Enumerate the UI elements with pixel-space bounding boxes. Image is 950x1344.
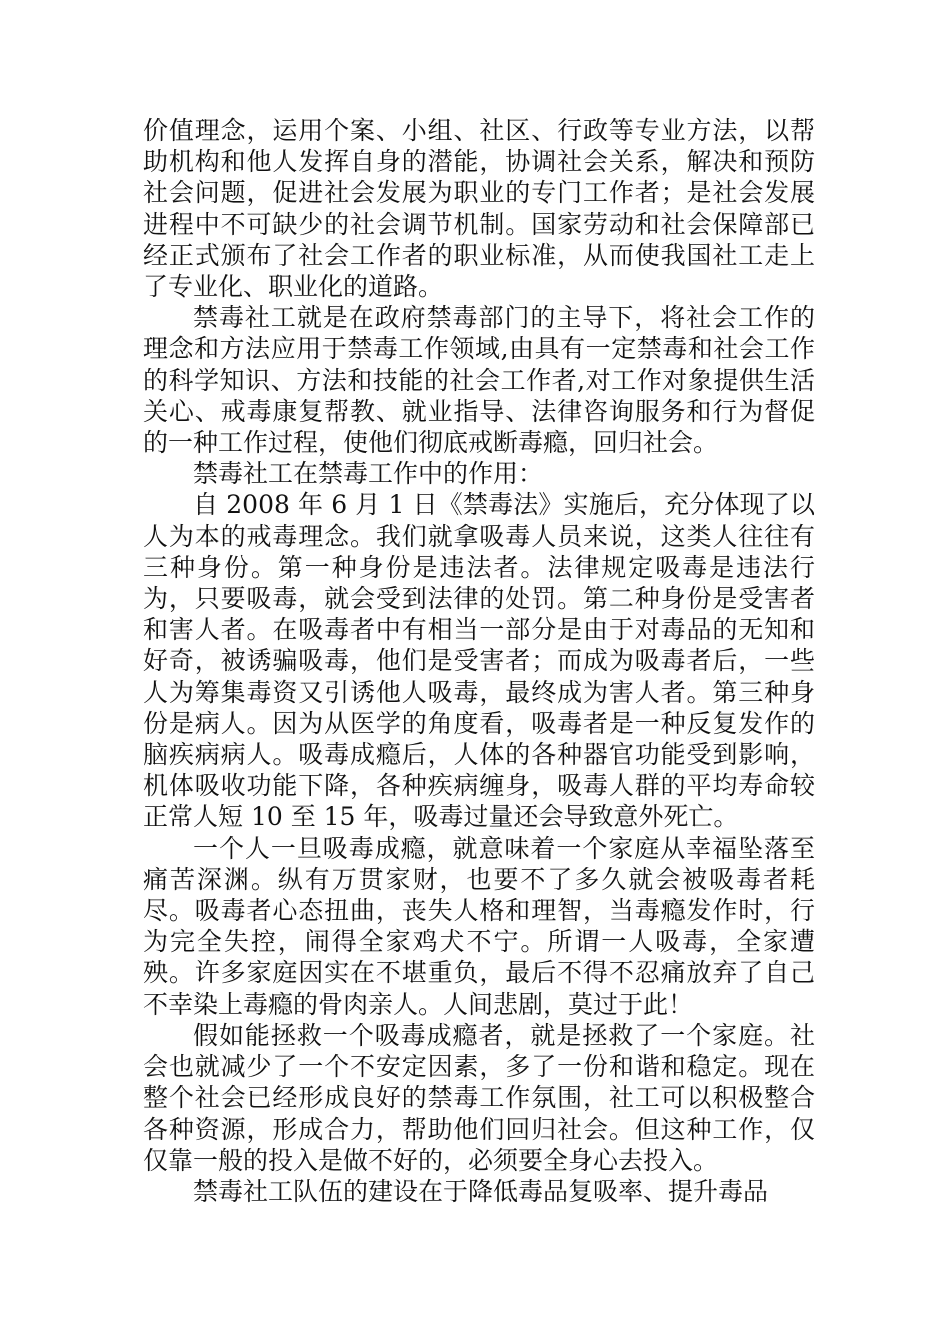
paragraph: 假如能拯救一个吸毒成瘾者，就是拯救了一个家庭。社会也就减少了一个不安定因素，多了一份和谐和稳定。现在整个社会已经形成良好的禁毒工作氛围，社工可以积极整合各种资源，形成合力，帮助他们回归社会。但这种工作，仅仅靠一般的投入是做不好的，必须要全身心去投入。 xyxy=(143,1020,815,1175)
paragraph: 禁毒社工队伍的建设在于降低毒品复吸率、提升毒品 xyxy=(193,1176,769,1206)
paragraph: 一个人一旦吸毒成瘾，就意味着一个家庭从幸福坠落至痛苦深渊。纵有万贯家财，也要不了多久就会被吸毒者耗尽。吸毒者心态扭曲，丧失人格和理智，当毒瘾发作时，行为完全失控，闹得全家鸡犬不宁。所谓一人吸毒，全家遭殃。许多家庭因实在不堪重负，最后不得不忍痛放弃了自己不幸染上毒瘾的骨肉亲人。人间悲剧，莫过于此！ xyxy=(143,833,815,1019)
section-heading: 禁毒社工在禁毒工作中的作用： xyxy=(193,459,544,489)
document-page xyxy=(143,115,815,1207)
paragraph: 自 2008 年 6 月 1 日《禁毒法》实施后，充分体现了以人为本的戒毒理念。我们就拿吸毒人员来说，这类人往往有三种身份。第一种身份是违法者。法律规定吸毒是违法行为，只要吸毒，就会受到法律的处罚。第二种身份是受害者和害人者。在吸毒者中有相当一部分是由于对毒品的无知和好奇，被诱骗吸毒，他们是受害者；而成为吸毒者后，一些人为筹集毒资又引诱他人吸毒，最终成为害人者。第三种身份是病人。因为从医学的角度看，吸毒者是一种反复发作的脑疾病病人。吸毒成瘾后，人体的各种器官功能受到影响，机体吸收功能下降，各种疾病缠身，吸毒人群的平均寿命较正常人短 10 至 15 年，吸毒过量还会导致意外死亡。 xyxy=(143,490,815,832)
paragraph: 价值理念，运用个案、小组、社区、行政等专业方法，以帮助机构和他人发挥自身的潜能，协调社会关系，解决和预防社会问题，促进社会发展为职业的专门工作者；是社会发展进程中不可缺少的社会调节机制。国家劳动和社会保障部已经正式颁布了社会工作者的职业标准，从而使我国社工走上了专业化、职业化的道路。 xyxy=(143,116,815,302)
paragraph: 禁毒社工就是在政府禁毒部门的主导下，将社会工作的理念和方法应用于禁毒工作领域,由具有一定禁毒和社会工作的科学知识、方法和技能的社会工作者,对工作对象提供生活关心、戒毒康复帮教、就业指导、法律咨询服务和行为督促的一种工作过程，使他们彻底戒断毒瘾，回归社会。 xyxy=(143,303,815,458)
